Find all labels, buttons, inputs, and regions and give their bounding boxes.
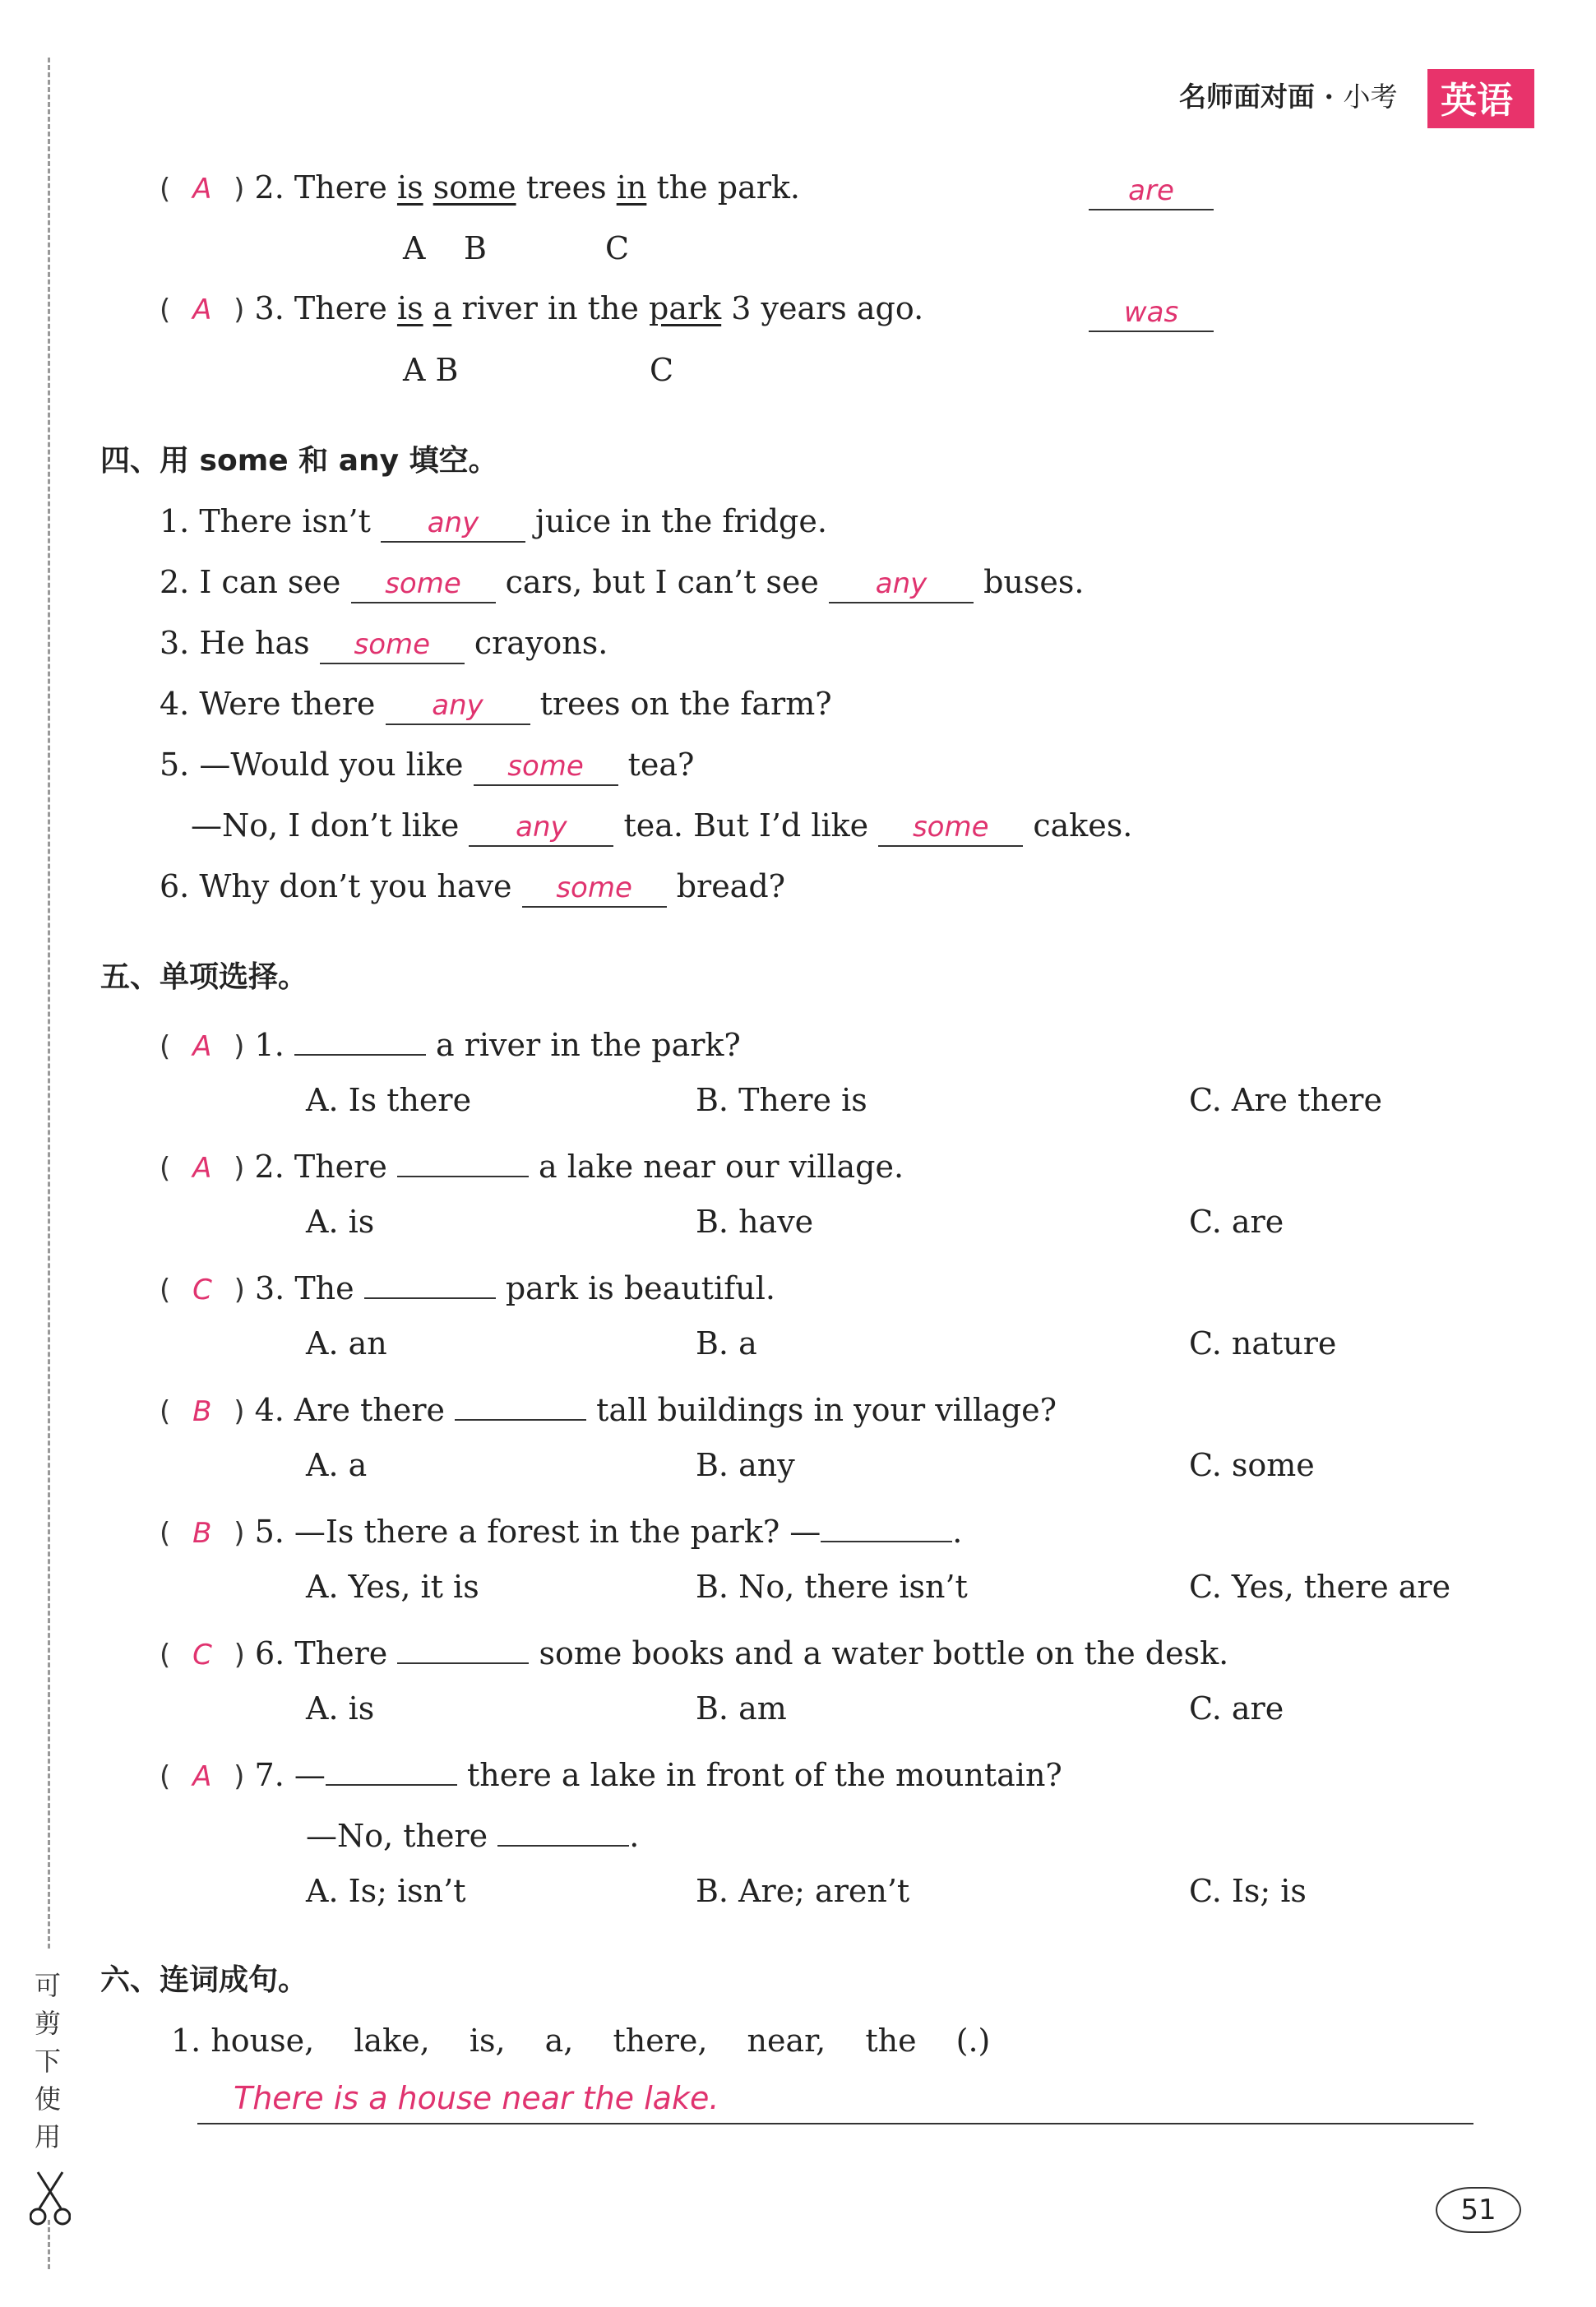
p4-q1-blank: any (381, 505, 525, 543)
scissors-icon (30, 2171, 71, 2231)
p5-q2: ( A ) 2. There a lake near our village. (160, 1141, 904, 1185)
p4-q5b-blank2: some (878, 809, 1023, 847)
p4-q3-blank: some (320, 626, 465, 664)
p5-q4-num: 4. Are there (254, 1392, 445, 1428)
p5-q2-opt-c: C. are (1189, 1204, 1284, 1240)
p6-q1-answer: There is a house near the lake. (234, 2080, 719, 2116)
p4-q2 (160, 564, 1084, 603)
p5-q3-opt-a: A. an (306, 1325, 387, 1362)
p4-q4-pre: 4. Were there (160, 686, 376, 722)
p4-q2-pre: 2. I can see (160, 564, 341, 600)
p5-q1-opt-c: C. Are there (1189, 1082, 1382, 1118)
p3-q3-letters-ab: A B (403, 352, 459, 388)
scramble-word: the (865, 2023, 917, 2059)
header-dot: · (1324, 81, 1334, 113)
scramble-word: there, (613, 2023, 708, 2059)
cut-hint-char: 用 (35, 2121, 62, 2152)
p5-q6-answer: C (192, 1639, 212, 1671)
p5-q3-num: 3. The (255, 1270, 354, 1306)
p4-q1-post: juice in the fridge. (535, 503, 827, 539)
p4-q5a-pre: 5. —Would you like (160, 747, 464, 783)
p4-q6-blank: some (522, 870, 667, 908)
p5-q1: ( A ) 1. a river in the park? (160, 1019, 741, 1063)
word: There (294, 169, 387, 206)
p5-q1-num: 1. (254, 1027, 285, 1063)
p4-q2-blank1: some (351, 566, 496, 603)
p5-q4-answer: B (192, 1395, 212, 1428)
p4-q6-pre: 6. Why don’t you have (160, 868, 512, 904)
p5-q5-opt-b: B. No, there isn’t (696, 1569, 968, 1605)
p3-q3-letter-c: C (650, 352, 674, 388)
word-b: some (433, 169, 516, 206)
p3-q2: ( A ) 2. There is some trees in the park. (160, 169, 800, 206)
p6-q1-words (171, 2023, 990, 2059)
p5-q4-opt-c: C. some (1189, 1447, 1315, 1483)
p5-q1-blank (294, 1019, 426, 1056)
p4-q6-post: bread? (676, 868, 786, 904)
p4-q3-post: crayons. (474, 625, 608, 661)
p5-q7-line2-pre: —No, there (306, 1818, 488, 1854)
p5-q6: ( C ) 6. There some books and a water bottle on the desk. (160, 1628, 1228, 1671)
p5-q7-answer: A (192, 1760, 212, 1793)
cut-hint-char: 可 (35, 1970, 62, 2001)
p5-q7-blank1 (326, 1750, 457, 1786)
p4-q4-blank: any (386, 687, 530, 725)
p5-q6-opt-a: A. is (306, 1690, 375, 1727)
p5-q7-blank2 (497, 1810, 629, 1847)
p5-q7-opt-b: B. Are; aren’t (696, 1873, 910, 1909)
p5-q3-opt-c: C. nature (1189, 1325, 1337, 1362)
cut-hint-char: 使 (35, 2083, 62, 2115)
p6-q1-answer-line (197, 2080, 1473, 2124)
p4-q5b-mid: tea. But I’d like (623, 807, 869, 844)
p5-q4-opt-a: A. a (306, 1447, 368, 1483)
p5-q7-line2-post: . (629, 1818, 640, 1854)
header-series: 名师面对面 (1179, 81, 1315, 113)
p4-q5b (191, 807, 1132, 847)
p5-q5-blank (821, 1506, 952, 1542)
p3-q2-letter-c: C (605, 230, 630, 266)
p5-q4: ( B ) 4. Are there tall buildings in your village? (160, 1385, 1057, 1428)
part4-title: 四、用 some 和 any 填空。 (100, 444, 498, 478)
p5-q7-opt-a: A. Is; isn’t (306, 1873, 466, 1909)
p5-q7-opt-c: C. Is; is (1189, 1873, 1307, 1909)
p5-q2-opt-b: B. have (696, 1204, 814, 1240)
p3-q3-correction: was (1089, 294, 1214, 332)
header-level: 小考 (1343, 81, 1398, 113)
word-a: is (396, 169, 423, 206)
word-a: is (396, 290, 423, 326)
p5-q7-line2 (306, 1810, 639, 1854)
p5-q4-opt-b: B. any (696, 1447, 795, 1483)
p5-q2-num: 2. There (254, 1149, 387, 1185)
p4-q3 (160, 625, 608, 664)
word-b: a (433, 290, 452, 326)
p5-q2-opt-a: A. is (306, 1204, 375, 1240)
p5-q6-opt-c: C. are (1189, 1690, 1284, 1727)
p5-q4-blank (455, 1385, 586, 1421)
p5-q3: ( C ) 3. The park is beautiful. (160, 1263, 775, 1306)
p5-q5-answer: B (192, 1517, 212, 1550)
scramble-word: lake, (354, 2023, 430, 2059)
p3-q2-letter-b: B (464, 230, 487, 266)
p4-q2-blank2: any (829, 566, 974, 603)
p4-q5b-post: cakes. (1033, 807, 1133, 844)
word: trees (525, 169, 607, 206)
p5-q5-text: . (952, 1514, 963, 1550)
p5-q1-answer: A (192, 1030, 212, 1063)
p5-q2-blank (397, 1141, 529, 1177)
p5-q3-blank (364, 1263, 496, 1299)
cut-hint-char: 下 (35, 2046, 62, 2077)
p5-q6-blank (397, 1628, 529, 1664)
p5-q2-text: a lake near our village. (539, 1149, 904, 1185)
p5-q7-text: there a lake in front of the mountain? (466, 1757, 1062, 1793)
p5-q4-text: tall buildings in your village? (596, 1392, 1057, 1428)
p4-q5a-post: tea? (627, 747, 695, 783)
p5-q7: ( A ) 7. — there a lake in front of the mountain? (160, 1750, 1062, 1793)
scramble-word: a, (544, 2023, 574, 2059)
word: 3 years ago. (731, 290, 924, 326)
p4-q5b-blank1: any (469, 809, 613, 847)
p4-q5b-pre: —No, I don’t like (191, 807, 460, 844)
p4-q1 (160, 503, 827, 543)
word: There (294, 290, 387, 326)
scramble-word: near, (747, 2023, 826, 2059)
cut-line (48, 58, 50, 1949)
p5-q6-opt-b: B. am (696, 1690, 787, 1727)
p4-q6 (160, 868, 785, 908)
p4-q3-pre: 3. He has (160, 625, 310, 661)
p5-q5-num: 5. —Is there a forest in the park? — (254, 1514, 821, 1550)
p4-q2-mid: cars, but I can’t see (505, 564, 819, 600)
word: the park. (656, 169, 800, 206)
scramble-word: 1. house, (171, 2023, 315, 2059)
p5-q3-text: park is beautiful. (505, 1270, 775, 1306)
p4-q1-pre: 1. There isn’t (160, 503, 371, 539)
p3-q3: ( A ) 3. There is a river in the park 3 years ago. (160, 290, 924, 326)
subject-badge: 英语 (1427, 69, 1534, 128)
cut-hint (35, 1967, 67, 2156)
p4-q5a (160, 747, 694, 786)
p5-q2-answer: A (192, 1152, 212, 1185)
p3-q2-answer: A (192, 173, 212, 206)
p5-q1-opt-a: A. Is there (306, 1082, 472, 1118)
p5-q3-opt-b: B. a (696, 1325, 757, 1362)
p5-q1-text: a river in the park? (435, 1027, 741, 1063)
p3-q2-num: 2. (254, 169, 285, 206)
p4-q5a-blank: some (474, 748, 618, 786)
p3-q3-answer: A (192, 294, 212, 326)
p5-q5-opt-c: C. Yes, there are (1189, 1569, 1451, 1605)
cut-hint-char: 剪 (35, 2008, 62, 2039)
p3-q3-num: 3. (254, 290, 285, 326)
p3-q2-letter-a: A (403, 230, 426, 266)
word-c: in (616, 169, 647, 206)
p3-q2-correction: are (1089, 173, 1214, 210)
p4-q4-post: trees on the farm? (539, 686, 832, 722)
scramble-word: is, (469, 2023, 506, 2059)
p5-q1-opt-b: B. There is (696, 1082, 867, 1118)
p4-q2-post: buses. (983, 564, 1085, 600)
word: river in the (461, 290, 639, 326)
page-number: 51 (1436, 2187, 1521, 2233)
scramble-word: (.) (955, 2023, 991, 2059)
p5-q6-text: some books and a water bottle on the desk. (539, 1635, 1229, 1671)
p5-q7-num: 7. — (254, 1757, 326, 1793)
word-c: park (649, 290, 722, 326)
part5-title: 五、单项选择。 (100, 960, 308, 994)
p5-q3-answer: C (192, 1274, 212, 1306)
p4-q4 (160, 686, 832, 725)
p5-q5-opt-a: A. Yes, it is (306, 1569, 479, 1605)
part6-title: 六、连词成句。 (100, 1963, 308, 1997)
p5-q6-num: 6. There (255, 1635, 388, 1671)
p5-q5: ( B ) 5. —Is there a forest in the park? — . (160, 1506, 962, 1550)
